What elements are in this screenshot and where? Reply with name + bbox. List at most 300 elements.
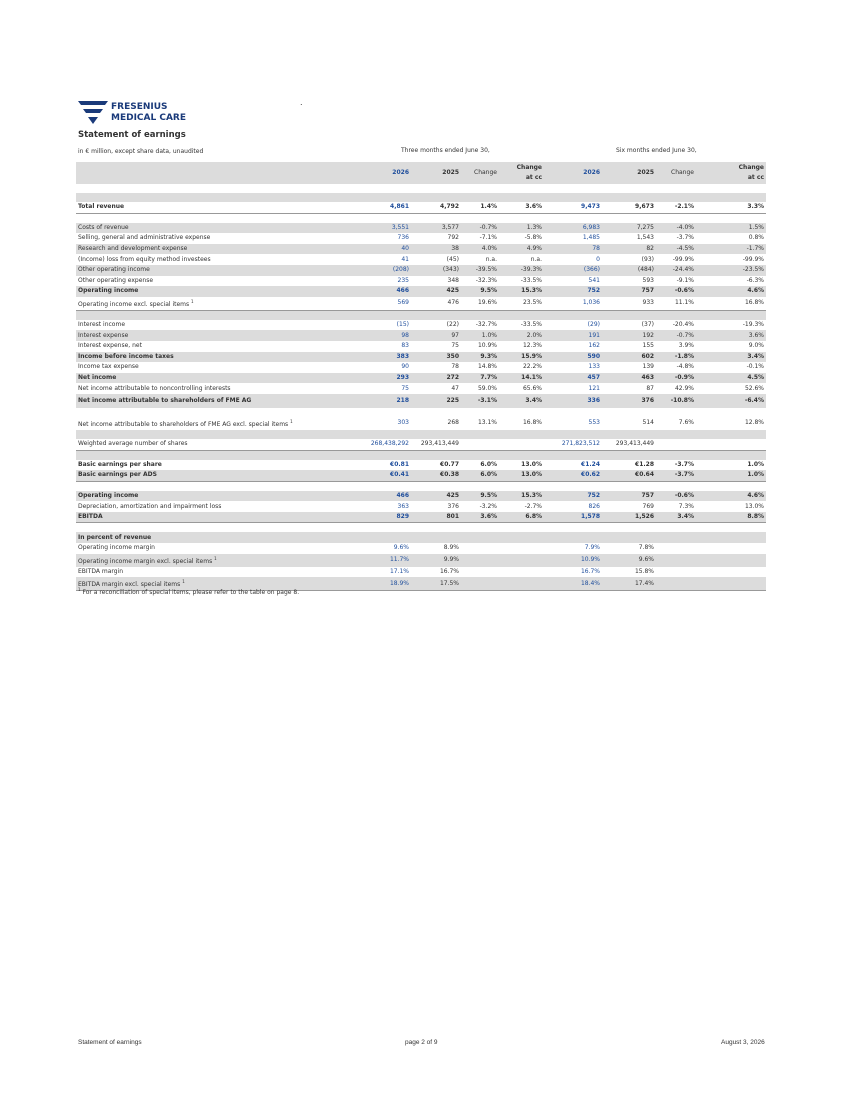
row-value: 13.0% bbox=[499, 470, 544, 481]
footnote: $^1$ For a reconciliation of special items, please refer to the table on page 8. bbox=[78, 587, 300, 596]
row-value: -3.1% bbox=[461, 394, 499, 408]
row-value bbox=[358, 532, 411, 543]
row-value: 3.3% bbox=[696, 202, 766, 213]
row-value: 757 bbox=[602, 286, 656, 297]
row-value: 15.9% bbox=[499, 352, 544, 363]
row-value: 1,485 bbox=[582, 234, 600, 242]
row-value: (45) bbox=[446, 255, 459, 263]
row-value: 87 bbox=[646, 384, 654, 392]
row-value bbox=[656, 577, 696, 591]
row-value bbox=[656, 439, 696, 450]
row-value: -20.4% bbox=[672, 321, 694, 329]
row-value: 348 bbox=[447, 276, 459, 284]
table-row bbox=[76, 352, 766, 363]
row-value: 16.7% bbox=[580, 567, 600, 575]
row-value: 3.4% bbox=[696, 352, 766, 363]
row-value: 192 bbox=[602, 330, 656, 341]
table-row bbox=[76, 233, 766, 244]
spacer-row bbox=[76, 310, 766, 320]
row-value: (93) bbox=[641, 255, 654, 263]
row-value: 97 bbox=[411, 330, 461, 341]
row-value bbox=[499, 543, 544, 554]
row-value: 41 bbox=[401, 255, 409, 263]
row-value: 6.0% bbox=[461, 470, 499, 481]
row-value: (29) bbox=[587, 321, 600, 329]
row-value: 4.0% bbox=[461, 244, 499, 255]
table-row bbox=[76, 460, 766, 471]
row-value: 829 bbox=[358, 512, 411, 523]
row-value: 17.1% bbox=[389, 567, 409, 575]
row-value: 15.3% bbox=[499, 491, 544, 502]
row-value: 6,983 bbox=[544, 223, 602, 234]
period-six-months: Six months ended June 30, bbox=[616, 147, 697, 154]
row-value: 9.0% bbox=[748, 342, 764, 350]
row-value: 133 bbox=[588, 363, 600, 371]
row-value: 235 bbox=[397, 276, 409, 284]
row-value: 98 bbox=[358, 330, 411, 341]
row-value: 10.9% bbox=[544, 554, 602, 567]
row-value: -0.9% bbox=[656, 373, 696, 384]
col-2025-six: 2025 bbox=[602, 162, 656, 184]
row-value: 12.8% bbox=[744, 419, 764, 427]
table-row bbox=[76, 543, 766, 554]
row-value: -3.7% bbox=[674, 460, 694, 468]
row-value: 14.8% bbox=[477, 363, 497, 371]
row-value: -33.5% bbox=[520, 276, 542, 284]
row-value: 466 bbox=[358, 286, 411, 297]
row-value: 13.0% bbox=[521, 460, 542, 468]
table-row bbox=[76, 491, 766, 502]
row-value bbox=[461, 567, 499, 578]
table-row bbox=[76, 297, 766, 311]
row-value bbox=[461, 554, 499, 567]
row-value: 1.0% bbox=[696, 470, 766, 481]
row-value: 3.4% bbox=[656, 512, 696, 523]
period-three-months: Three months ended June 30, bbox=[401, 147, 490, 154]
row-value: €1.28 bbox=[635, 460, 654, 468]
row-value: n.a. bbox=[530, 255, 542, 263]
row-value: 4.6% bbox=[696, 286, 766, 297]
row-value: 18.9% bbox=[358, 577, 411, 591]
row-value: 121 bbox=[588, 384, 600, 392]
row-value: -39.3% bbox=[499, 265, 544, 276]
row-value: 75 bbox=[401, 384, 409, 392]
row-value: 8.8% bbox=[696, 512, 766, 523]
row-value: n.a. bbox=[485, 255, 497, 263]
row-value: 0 bbox=[596, 255, 600, 263]
row-value: 7.3% bbox=[678, 502, 694, 510]
row-value: -32.3% bbox=[475, 276, 497, 284]
table-row bbox=[76, 362, 766, 373]
row-value: 13.0% bbox=[744, 502, 764, 510]
row-value: 3.6% bbox=[461, 512, 499, 523]
row-value: 162 bbox=[588, 342, 600, 350]
row-value: 769 bbox=[642, 502, 654, 510]
row-value: 23.5% bbox=[499, 297, 544, 311]
row-value: 3.6% bbox=[499, 202, 544, 213]
row-value: 293,413,449 bbox=[602, 439, 656, 450]
row-value: (22) bbox=[446, 321, 459, 329]
row-value: 16.8% bbox=[696, 297, 766, 311]
row-value: 7,275 bbox=[602, 223, 656, 234]
spacer-row bbox=[76, 213, 766, 223]
row-value bbox=[461, 543, 499, 554]
row-value: -7.1% bbox=[479, 234, 497, 242]
row-value bbox=[656, 532, 696, 543]
row-value: -0.1% bbox=[746, 363, 764, 371]
row-value: 17.5% bbox=[411, 577, 461, 591]
row-value: €0.62 bbox=[544, 470, 602, 481]
row-value: 268,438,292 bbox=[358, 439, 411, 450]
row-value: 4.5% bbox=[696, 373, 766, 384]
row-label: Operating income excl. special items $^1$ bbox=[76, 297, 358, 311]
row-value: 59.0% bbox=[477, 384, 497, 392]
company-logo bbox=[78, 101, 208, 129]
row-value: 7.8% bbox=[638, 544, 654, 552]
row-value: -99.9% bbox=[672, 255, 694, 263]
row-value: (484) bbox=[602, 265, 656, 276]
row-value: 1.4% bbox=[461, 202, 499, 213]
row-value: 40 bbox=[358, 244, 411, 255]
row-label: Selling, general and administrative expense bbox=[78, 234, 211, 242]
unit-note: in € million, except share data, unaudited bbox=[78, 148, 204, 155]
row-value: 6.0% bbox=[480, 460, 497, 468]
row-value: 425 bbox=[411, 286, 461, 297]
row-value: -1.7% bbox=[696, 244, 766, 255]
footer-date: August 3, 2026 bbox=[721, 1039, 765, 1046]
row-value: 590 bbox=[544, 352, 602, 363]
row-value: -6.4% bbox=[696, 394, 766, 408]
row-value: 9,673 bbox=[602, 202, 656, 213]
table-row bbox=[76, 330, 766, 341]
row-value: 376 bbox=[447, 502, 459, 510]
row-value: 736 bbox=[397, 234, 409, 242]
row-value: -2.7% bbox=[524, 502, 542, 510]
row-value: 18.4% bbox=[544, 577, 602, 591]
table-row bbox=[76, 254, 766, 265]
row-value: -3.2% bbox=[479, 502, 497, 510]
row-value: 752 bbox=[544, 286, 602, 297]
row-value: 1.3% bbox=[499, 223, 544, 234]
row-label: Operating income bbox=[76, 491, 358, 502]
spacer-row bbox=[76, 408, 766, 417]
row-value: 16.7% bbox=[439, 567, 459, 575]
spacer-row bbox=[76, 184, 766, 193]
row-value: -4.8% bbox=[676, 363, 694, 371]
row-value: 83 bbox=[401, 342, 409, 350]
table-row bbox=[76, 320, 766, 331]
table-row bbox=[76, 383, 766, 394]
row-value: 82 bbox=[602, 244, 656, 255]
row-value: 9.3% bbox=[461, 352, 499, 363]
row-value: 139 bbox=[642, 363, 654, 371]
row-value: 47 bbox=[451, 384, 459, 392]
row-value: 569 bbox=[358, 297, 411, 311]
row-value: -32.7% bbox=[475, 321, 497, 329]
row-label: Net income bbox=[76, 373, 358, 384]
row-label: EBITDA margin bbox=[78, 567, 124, 575]
row-value: -4.0% bbox=[656, 223, 696, 234]
row-value bbox=[696, 567, 766, 578]
row-value: 293,413,449 bbox=[411, 439, 461, 450]
row-value bbox=[499, 554, 544, 567]
row-value: -19.3% bbox=[742, 321, 764, 329]
row-label: Basic earnings per share bbox=[78, 460, 162, 468]
row-value bbox=[499, 532, 544, 543]
row-value: 4.9% bbox=[499, 244, 544, 255]
row-value: 933 bbox=[602, 297, 656, 311]
logo-line-2: MEDICAL CARE bbox=[111, 113, 187, 123]
row-label: Total revenue bbox=[76, 202, 358, 213]
row-value: -6.3% bbox=[746, 276, 764, 284]
row-value bbox=[656, 567, 696, 578]
stray-mark: . bbox=[300, 98, 303, 107]
row-value: 42.9% bbox=[674, 384, 694, 392]
row-label: Income before income taxes bbox=[76, 352, 358, 363]
page-title: Statement of earnings bbox=[78, 130, 186, 140]
row-value: 52.6% bbox=[744, 384, 764, 392]
row-value: 466 bbox=[358, 491, 411, 502]
row-value: -9.1% bbox=[676, 276, 694, 284]
row-value: 4,861 bbox=[358, 202, 411, 213]
col-2025: 2025 bbox=[411, 162, 461, 184]
row-value: 553 bbox=[588, 419, 600, 427]
row-value: 293 bbox=[358, 373, 411, 384]
table-row bbox=[76, 567, 766, 578]
spacer-row bbox=[76, 193, 766, 202]
row-value bbox=[696, 577, 766, 591]
row-value: 602 bbox=[602, 352, 656, 363]
row-value: -0.7% bbox=[461, 223, 499, 234]
row-value bbox=[656, 554, 696, 567]
row-value: 9.6% bbox=[393, 544, 409, 552]
table-row bbox=[76, 417, 766, 430]
row-value: 0.8% bbox=[748, 234, 764, 242]
row-value bbox=[499, 577, 544, 591]
row-value: -0.6% bbox=[656, 491, 696, 502]
row-value: (208) bbox=[358, 265, 411, 276]
earnings-table bbox=[76, 162, 766, 591]
table-row bbox=[76, 223, 766, 234]
row-value: 541 bbox=[588, 276, 600, 284]
row-value: -0.6% bbox=[656, 286, 696, 297]
row-label: Interest expense, net bbox=[78, 342, 142, 350]
row-value: 9.5% bbox=[461, 286, 499, 297]
row-value: 75 bbox=[451, 342, 459, 350]
row-value: -1.8% bbox=[656, 352, 696, 363]
row-value: -24.4% bbox=[656, 265, 696, 276]
row-value: 9.9% bbox=[411, 554, 461, 567]
row-value: 752 bbox=[544, 491, 602, 502]
row-value: (343) bbox=[411, 265, 461, 276]
row-value: 7.9% bbox=[584, 544, 600, 552]
header-row bbox=[76, 162, 766, 184]
table-row bbox=[76, 512, 766, 523]
table-row bbox=[76, 532, 766, 543]
row-value: 272 bbox=[411, 373, 461, 384]
row-value: 271,823,512 bbox=[544, 439, 602, 450]
row-value bbox=[411, 532, 461, 543]
table-row bbox=[76, 244, 766, 255]
row-label: Operating income bbox=[76, 286, 358, 297]
row-value: -23.5% bbox=[696, 265, 766, 276]
row-value: 10.9% bbox=[477, 342, 497, 350]
row-value: 17.4% bbox=[602, 577, 656, 591]
row-value: 13.1% bbox=[477, 419, 497, 427]
row-value: 15.8% bbox=[634, 567, 654, 575]
row-value: 12.3% bbox=[522, 342, 542, 350]
row-value: -3.7% bbox=[656, 470, 696, 481]
row-value: 78 bbox=[544, 244, 602, 255]
row-value: 1,543 bbox=[636, 234, 654, 242]
row-value: 191 bbox=[544, 330, 602, 341]
row-value: 4,792 bbox=[411, 202, 461, 213]
row-label: Net income attributable to shareholders of FME AG bbox=[76, 394, 358, 408]
footer-left: Statement of earnings bbox=[78, 1039, 142, 1046]
row-value: 801 bbox=[411, 512, 461, 523]
row-value: 155 bbox=[642, 342, 654, 350]
row-value: 9.5% bbox=[461, 491, 499, 502]
row-value: 376 bbox=[602, 394, 656, 408]
col-2026: 2026 bbox=[358, 162, 411, 184]
footer-page: page 2 of 9 bbox=[405, 1039, 438, 1046]
row-value: 225 bbox=[411, 394, 461, 408]
table-row bbox=[76, 276, 766, 287]
row-value: 1,036 bbox=[544, 297, 602, 311]
row-value bbox=[656, 543, 696, 554]
table-row bbox=[76, 394, 766, 408]
table-row bbox=[76, 286, 766, 297]
row-value: 1.0% bbox=[461, 330, 499, 341]
row-value bbox=[499, 439, 544, 450]
row-value: 19.6% bbox=[461, 297, 499, 311]
row-value: 2.0% bbox=[499, 330, 544, 341]
row-value: €0.38 bbox=[411, 470, 461, 481]
row-value: 9.6% bbox=[602, 554, 656, 567]
row-label: EBITDA margin excl. special items $^1$ bbox=[76, 577, 358, 591]
row-value: 218 bbox=[358, 394, 411, 408]
row-label: Net income attributable to noncontrolling interests bbox=[78, 384, 231, 392]
row-value: (15) bbox=[396, 321, 409, 329]
row-value: (366) bbox=[544, 265, 602, 276]
row-value: 11.1% bbox=[656, 297, 696, 311]
logo-line-1: FRESENIUS bbox=[111, 102, 168, 112]
row-value: 38 bbox=[411, 244, 461, 255]
row-value bbox=[696, 532, 766, 543]
table-row bbox=[76, 439, 766, 450]
row-value: 476 bbox=[411, 297, 461, 311]
row-label: Operating income margin excl. special items $^1$ bbox=[76, 554, 358, 567]
row-value: €0.41 bbox=[358, 470, 411, 481]
row-value: -3.7% bbox=[676, 234, 694, 242]
row-value: -4.5% bbox=[656, 244, 696, 255]
row-value: 792 bbox=[447, 234, 459, 242]
row-value: €0.81 bbox=[390, 460, 409, 468]
row-value: 8.9% bbox=[443, 544, 459, 552]
row-value: -33.5% bbox=[520, 321, 542, 329]
row-value: 7.7% bbox=[461, 373, 499, 384]
row-value: 350 bbox=[411, 352, 461, 363]
row-value: 1.5% bbox=[696, 223, 766, 234]
table-row bbox=[76, 470, 766, 481]
col-2026-six: 2026 bbox=[544, 162, 602, 184]
row-value: 383 bbox=[358, 352, 411, 363]
row-label: Research and development expense bbox=[76, 244, 358, 255]
table-row bbox=[76, 202, 766, 213]
row-value bbox=[499, 567, 544, 578]
row-value: €0.64 bbox=[602, 470, 656, 481]
spacer-row bbox=[76, 523, 766, 533]
row-value bbox=[544, 532, 602, 543]
row-value: 826 bbox=[588, 502, 600, 510]
row-value: 363 bbox=[397, 502, 409, 510]
row-value: €1.24 bbox=[581, 460, 600, 468]
row-value: 6.8% bbox=[499, 512, 544, 523]
row-value: -2.1% bbox=[656, 202, 696, 213]
row-value bbox=[602, 532, 656, 543]
row-value: €0.77 bbox=[440, 460, 459, 468]
row-value: 3.9% bbox=[678, 342, 694, 350]
spacer-row bbox=[76, 481, 766, 491]
row-value: 3.6% bbox=[696, 330, 766, 341]
row-label: In percent of revenue bbox=[76, 532, 358, 543]
row-value bbox=[461, 532, 499, 543]
table-row bbox=[76, 265, 766, 276]
row-value: -99.9% bbox=[742, 255, 764, 263]
row-value: 3,551 bbox=[358, 223, 411, 234]
col-change: Change bbox=[461, 162, 499, 184]
row-label: Operating income margin bbox=[78, 544, 155, 552]
col-change-six: Change bbox=[656, 162, 696, 184]
col-change-cc-six: Change at cc bbox=[696, 162, 766, 184]
row-value: 3,577 bbox=[411, 223, 461, 234]
row-label: Income tax expense bbox=[78, 363, 139, 371]
row-label: Costs of revenue bbox=[76, 223, 358, 234]
row-label: Net income attributable to shareholders of FME AG excl. special items $^1$ bbox=[78, 418, 293, 428]
row-value: 463 bbox=[602, 373, 656, 384]
row-value: -10.8% bbox=[656, 394, 696, 408]
table-row bbox=[76, 554, 766, 567]
row-value bbox=[461, 577, 499, 591]
row-label: (Income) loss from equity method investees bbox=[78, 255, 211, 263]
row-value: -39.5% bbox=[461, 265, 499, 276]
row-value: 303 bbox=[397, 419, 409, 427]
row-value: 7.6% bbox=[678, 419, 694, 427]
row-value: 14.1% bbox=[499, 373, 544, 384]
row-value: 1,578 bbox=[544, 512, 602, 523]
row-label: Other operating expense bbox=[78, 276, 154, 284]
spacer-row bbox=[76, 430, 766, 439]
row-label: Interest income bbox=[78, 321, 126, 329]
row-value: -0.7% bbox=[656, 330, 696, 341]
row-value: 11.7% bbox=[358, 554, 411, 567]
row-value: 15.3% bbox=[499, 286, 544, 297]
row-value: 268 bbox=[447, 419, 459, 427]
row-value bbox=[696, 554, 766, 567]
row-value: 22.2% bbox=[522, 363, 542, 371]
row-label: Weighted average number of shares bbox=[76, 439, 358, 450]
col-change-cc: Change at cc bbox=[499, 162, 544, 184]
row-value: 78 bbox=[451, 363, 459, 371]
row-value: 1,526 bbox=[602, 512, 656, 523]
table-row bbox=[76, 373, 766, 384]
row-value bbox=[461, 439, 499, 450]
row-label: Depreciation, amortization and impairment loss bbox=[78, 502, 222, 510]
row-value: 90 bbox=[401, 363, 409, 371]
row-value: 1.0% bbox=[747, 460, 764, 468]
row-value: 4.6% bbox=[696, 491, 766, 502]
row-value: 9,473 bbox=[544, 202, 602, 213]
